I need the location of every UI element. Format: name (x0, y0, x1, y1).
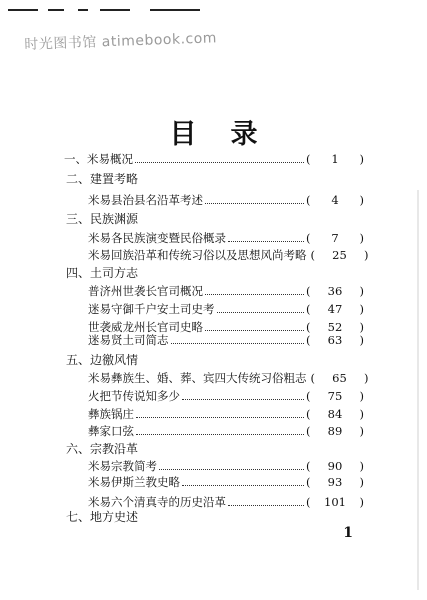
paren-open: ( (306, 231, 311, 245)
toc-section-heading: 四、土司方志 (66, 266, 139, 280)
leader-dots (228, 494, 304, 506)
toc-entry-title: 彝族锅庄 (88, 407, 134, 421)
toc-entry[interactable] (88, 421, 364, 441)
page-value: 36 (327, 284, 343, 298)
toc-entry[interactable] (88, 245, 369, 265)
paren-close: ) (359, 475, 364, 489)
page-value: 75 (327, 389, 343, 403)
toc-section-heading: 三、民族渊源 (66, 212, 139, 226)
toc-entry-title: 米易回族沿革和传统习俗以及思想风尚考略 (88, 248, 307, 262)
toc-entry-title: 米易彝族生、婚、葬、宾四大传统习俗粗志 (88, 371, 307, 385)
page-title: 目录 (169, 119, 292, 150)
toc-entry[interactable] (88, 386, 364, 406)
paren-close: ) (359, 284, 364, 298)
toc-entry-title: 一、米易概况 (64, 152, 133, 166)
toc-section-heading: 七、地方史述 (66, 510, 139, 524)
toc-entry-title: 迷易守御千户安土司史考 (88, 302, 215, 316)
toc-entry-title: 彝家口弦 (88, 424, 134, 438)
page-number: 1 (343, 525, 353, 541)
page-value: 65 (332, 371, 347, 385)
page-value: 7 (331, 231, 339, 245)
toc-entry-page (306, 299, 364, 319)
toc-section-heading: 二、建置考略 (66, 172, 139, 186)
paren-close: ) (359, 389, 364, 403)
paren-close: ) (359, 320, 364, 334)
toc-entry-title: 火把节传说知多少 (88, 389, 180, 403)
paren-open: ( (306, 193, 311, 207)
leader-dots (217, 301, 305, 313)
page-edge-shadow (417, 190, 419, 590)
page-value: 1 (331, 152, 339, 166)
page-value: 63 (327, 333, 343, 347)
toc-entry-page (306, 386, 364, 406)
toc-entry[interactable] (88, 190, 364, 210)
toc-entry-page (306, 472, 364, 492)
paren-close: ) (359, 333, 364, 347)
paren-close: ) (359, 302, 364, 316)
page-value: 84 (327, 407, 343, 421)
paren-close: ) (359, 152, 364, 166)
paren-close: ) (359, 459, 364, 473)
leader-dots (205, 192, 304, 204)
paren-open: ( (306, 284, 311, 298)
leader-dots (171, 332, 305, 344)
toc-entry[interactable] (64, 149, 364, 169)
toc-entry-page (306, 421, 364, 441)
toc-entry-title: 世袭威龙州长官司史略 (88, 320, 203, 334)
toc-entry-title: 迷易贤土司简志 (88, 333, 169, 347)
toc-entry-title: 米易六个清真寺的历史沿革 (88, 495, 226, 509)
paren-open: ( (306, 389, 311, 403)
paren-close: ) (359, 407, 364, 421)
page-value: 90 (327, 459, 343, 473)
paren-close: ) (359, 193, 364, 207)
paren-close: ) (359, 495, 364, 509)
toc-entry-page (306, 190, 364, 210)
toc-section-heading: 五、边徼风情 (66, 353, 139, 367)
leader-dots (182, 388, 304, 400)
leader-dots (182, 474, 304, 486)
page-value: 101 (324, 495, 346, 509)
toc-entry-title: 米易各民族演变暨民俗概录 (88, 231, 226, 245)
leader-dots (205, 283, 304, 295)
paren-open: ( (310, 248, 315, 262)
paren-open: ( (306, 459, 311, 473)
toc-entry-title: 米易宗教简考 (88, 459, 157, 473)
toc-entry-page (311, 245, 369, 265)
toc-entry-page (306, 330, 364, 350)
toc-section-heading: 六、宗教沿革 (66, 442, 139, 456)
paren-open: ( (306, 475, 311, 489)
paren-open: ( (306, 320, 311, 334)
paren-close: ) (364, 371, 369, 385)
toc-entry-page (306, 149, 364, 169)
toc-entry[interactable] (88, 330, 364, 350)
toc-entry-title: 米易县治县名沿革考述 (88, 193, 203, 207)
toc-entry[interactable] (88, 368, 369, 388)
paren-open: ( (306, 333, 311, 347)
page-value: 93 (327, 475, 343, 489)
paren-open: ( (306, 152, 311, 166)
toc-entry-page (311, 368, 369, 388)
leader-dots (135, 151, 304, 163)
toc-entry[interactable] (88, 281, 364, 301)
toc-entry[interactable] (88, 472, 364, 492)
leader-dots (228, 230, 304, 242)
leader-dots (159, 458, 304, 470)
toc-entry-title: 普济州世袭长官司概况 (88, 284, 203, 298)
paren-open: ( (310, 371, 315, 385)
toc-entry-page (306, 281, 364, 301)
paren-open: ( (306, 302, 311, 316)
watermark: 时光图书馆 atimebook.com (24, 30, 218, 53)
paren-close: ) (364, 248, 369, 262)
toc-entry-page (306, 492, 364, 512)
paren-open: ( (306, 424, 311, 438)
toc-entry-title: 米易伊斯兰教史略 (88, 475, 180, 489)
page-value: 89 (327, 424, 343, 438)
paren-close: ) (359, 424, 364, 438)
paren-open: ( (306, 407, 311, 421)
page-value: 4 (331, 193, 339, 207)
toc-entry[interactable] (88, 299, 364, 319)
leader-dots (136, 423, 304, 435)
page-value: 47 (327, 302, 343, 316)
page-value: 52 (327, 320, 343, 334)
paren-close: ) (359, 231, 364, 245)
page-value: 25 (332, 248, 347, 262)
leader-dots (136, 406, 304, 418)
paren-open: ( (306, 495, 311, 509)
